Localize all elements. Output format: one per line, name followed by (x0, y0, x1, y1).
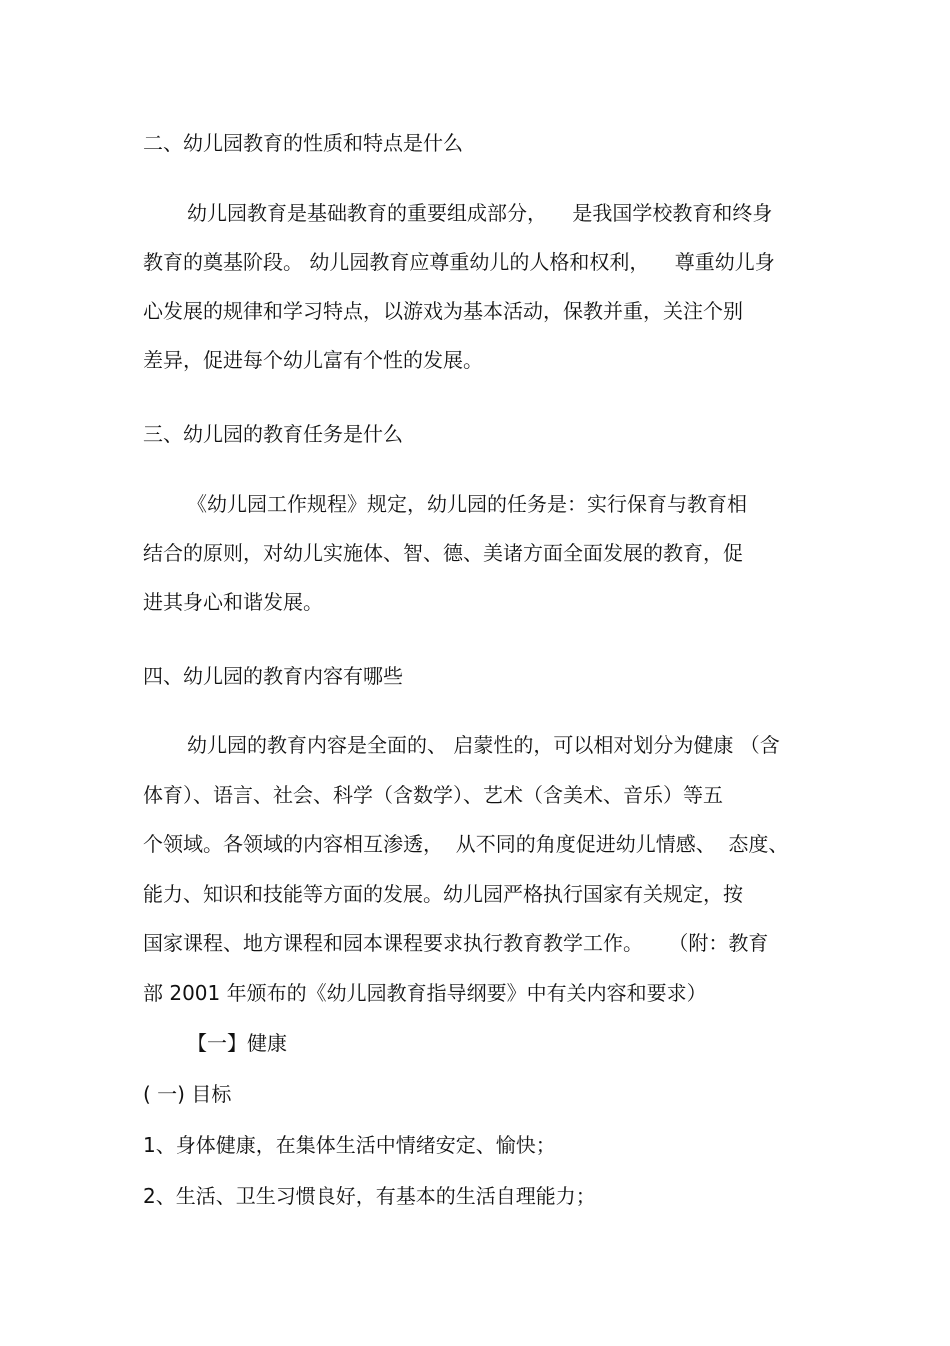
paragraph-line: 教育的奠基阶段。 幼儿园教育应尊重幼儿的人格和权利， 尊重幼儿身 (143, 250, 775, 274)
section-heading-3: 三、幼儿园的教育任务是什么 (143, 422, 403, 446)
paragraph-line: 《幼儿园工作规程》规定，幼儿园的任务是：实行保育与教育相 (187, 492, 747, 516)
paragraph-line: 幼儿园的教育内容是全面的、 启蒙性的，可以相对划分为健康 （含 (187, 733, 780, 757)
goals-heading: ( 一) 目标 (143, 1082, 232, 1106)
paragraph-line: 部 2001 年颁布的《幼儿园教育指导纲要》中有关内容和要求） (143, 981, 707, 1005)
paragraph-line: 体育）、语言、社会、科学（含数学）、艺术（含美术、音乐）等五 (143, 783, 723, 807)
list-item: 1、身体健康，在集体生活中情绪安定、愉快； (143, 1133, 556, 1157)
section-heading-4: 四、幼儿园的教育内容有哪些 (143, 664, 403, 688)
paragraph-line: 进其身心和谐发展。 (143, 590, 323, 614)
paragraph-line: 差异，促进每个幼儿富有个性的发展。 (143, 348, 483, 372)
health-title: 【一】健康 (187, 1031, 287, 1055)
paragraph-line: 心发展的规律和学习特点，以游戏为基本活动，保教并重，关注个别 (143, 299, 743, 323)
paragraph-line: 个领域。各领域的内容相互渗透， 从不同的角度促进幼儿情感、 态度、 (143, 832, 789, 856)
paragraph-line: 结合的原则，对幼儿实施体、智、德、美诸方面全面发展的教育，促 (143, 541, 743, 565)
section-heading-2: 二、幼儿园教育的性质和特点是什么 (143, 131, 463, 155)
paragraph-line: 能力、知识和技能等方面的发展。幼儿园严格执行国家有关规定，按 (143, 882, 743, 906)
list-item: 2、生活、卫生习惯良好，有基本的生活自理能力； (143, 1184, 596, 1208)
paragraph-line: 国家课程、地方课程和园本课程要求执行教育教学工作。 （附：教育 (143, 931, 769, 955)
paragraph-line: 幼儿园教育是基础教育的重要组成部分， 是我国学校教育和终身 (187, 201, 773, 225)
